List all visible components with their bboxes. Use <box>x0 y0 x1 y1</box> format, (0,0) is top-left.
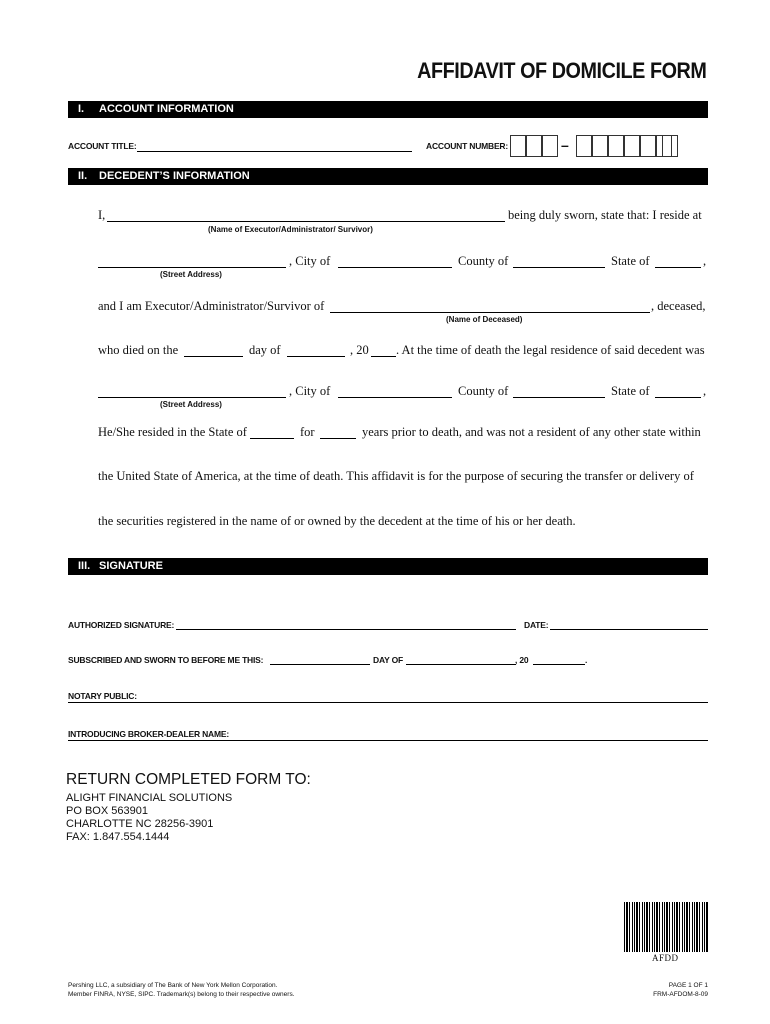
street-address-caption: (Street Address) <box>160 400 222 409</box>
death-month-field[interactable] <box>287 356 345 357</box>
county-of-label: County of <box>458 384 509 398</box>
street-address-field[interactable] <box>98 267 286 268</box>
paragraph-line: the securities registered in the name of or owned by the decedent at the time of his or her death. <box>98 514 576 528</box>
form-code: FRM-AFDOM-8-09 <box>653 991 708 998</box>
deceased-text: , deceased, <box>651 299 706 313</box>
subscribed-day-field[interactable] <box>270 664 370 665</box>
authorized-signature-field[interactable] <box>176 629 516 630</box>
account-number-box[interactable] <box>576 135 592 157</box>
deceased-name-field[interactable] <box>330 312 650 313</box>
year-prefix: , 20 <box>350 343 369 357</box>
state-of-label: State of <box>611 384 650 398</box>
return-fax: FAX: 1.847.554.1444 <box>66 831 170 843</box>
executor-name-field[interactable] <box>107 221 505 222</box>
account-number-box[interactable] <box>608 135 624 157</box>
section-header-signature <box>68 558 708 575</box>
footer-page-info <box>653 981 708 999</box>
subscribed-label: SUBSCRIBED AND SWORN TO BEFORE ME THIS: <box>68 655 264 665</box>
subscribed-month-field[interactable] <box>406 664 516 665</box>
paragraph-line: the United State of America, at the time of death. This affidavit is for the purpose of securing the transfer or delivery of <box>98 469 694 483</box>
street-address-caption: (Street Address) <box>160 270 222 279</box>
barcode-text: AFDD <box>652 953 679 963</box>
resided-state-field[interactable] <box>250 438 294 439</box>
return-heading: RETURN COMPLETED FORM TO: <box>66 771 311 788</box>
day-of-label: DAY OF <box>373 655 403 665</box>
return-address-line: PO BOX 563901 <box>66 805 148 817</box>
date-label: DATE: <box>524 620 549 630</box>
day-of-text: day of <box>249 343 281 357</box>
year-prefix-label: , 20 <box>515 655 529 665</box>
section-label: DECEDENT’S INFORMATION <box>99 170 250 182</box>
residence-county-field[interactable] <box>513 397 605 398</box>
section-number: III. <box>78 560 91 572</box>
account-number-box[interactable] <box>624 135 640 157</box>
footer-disclaimer <box>68 981 295 999</box>
subscribed-year-field[interactable] <box>533 664 585 665</box>
broker-field[interactable] <box>68 740 708 741</box>
account-number-box[interactable] <box>526 135 542 157</box>
comma: , <box>703 384 707 398</box>
years-text: years prior to death, and was not a resident of any other state within <box>362 425 701 439</box>
sworn-text: being duly sworn, state that: I reside at <box>508 208 702 222</box>
i-prefix: I, <box>98 208 106 222</box>
authorized-signature-label: AUTHORIZED SIGNATURE: <box>68 620 175 630</box>
residence-street-field[interactable] <box>98 397 286 398</box>
account-title-label: ACCOUNT TITLE: <box>68 141 137 151</box>
date-field[interactable] <box>550 629 708 630</box>
broker-label: INTRODUCING BROKER-DEALER NAME: <box>68 729 229 739</box>
footer-line: Pershing LLC, a subsidiary of The Bank of New York Mellon Corporation. <box>68 982 278 989</box>
section-number: II. <box>78 170 88 182</box>
form-title: AFFIDAVIT OF DOMICILE FORM <box>416 58 706 83</box>
account-number-dash: – <box>561 137 569 153</box>
account-number-box[interactable] <box>510 135 526 157</box>
return-address-line: ALIGHT FINANCIAL SOLUTIONS <box>66 792 233 804</box>
deceased-caption: (Name of Deceased) <box>446 315 523 324</box>
for-text: for <box>300 425 315 439</box>
city-of-label: , City of <box>289 254 331 268</box>
notary-label: NOTARY PUBLIC: <box>68 691 137 701</box>
resided-prefix: He/She resided in the State of <box>98 425 247 439</box>
years-field[interactable] <box>320 438 356 439</box>
state-of-label: State of <box>611 254 650 268</box>
city-of-label: , City of <box>289 384 331 398</box>
residence-text: . At the time of death the legal residence of said decedent was <box>396 343 705 357</box>
footer-line: Member FINRA, NYSE, SIPC. Trademark(s) belong to their respective owners. <box>68 991 295 998</box>
notary-field[interactable] <box>68 702 708 703</box>
residence-city-field[interactable] <box>338 397 452 398</box>
who-died-on-text: who died on the <box>98 343 179 357</box>
return-address-line: CHARLOTTE NC 28256-3901 <box>66 818 214 830</box>
account-title-field[interactable] <box>137 151 412 152</box>
period: . <box>585 655 588 665</box>
account-number-label: ACCOUNT NUMBER: <box>426 141 508 151</box>
section-label: ACCOUNT INFORMATION <box>99 103 234 115</box>
comma: , <box>703 254 707 268</box>
account-number-box[interactable] <box>662 135 678 157</box>
section-label: SIGNATURE <box>99 560 163 572</box>
account-number-box[interactable] <box>592 135 608 157</box>
state-field[interactable] <box>655 267 701 268</box>
section-number: I. <box>78 103 85 115</box>
section-header-account-information <box>68 101 708 118</box>
executor-of-text: and I am Executor/Administrator/Survivor of <box>98 299 325 313</box>
residence-state-field[interactable] <box>655 397 701 398</box>
executor-caption: (Name of Executor/Administrator/ Survivor) <box>208 225 373 234</box>
section-header-decedent-information <box>68 168 708 185</box>
account-number-box[interactable] <box>640 135 656 157</box>
page-number: PAGE 1 OF 1 <box>668 982 708 989</box>
city-field[interactable] <box>338 267 452 268</box>
death-year-field[interactable] <box>371 356 396 357</box>
account-number-box[interactable] <box>542 135 558 157</box>
barcode <box>624 902 708 952</box>
death-day-field[interactable] <box>184 356 243 357</box>
county-of-label: County of <box>458 254 509 268</box>
county-field[interactable] <box>513 267 605 268</box>
